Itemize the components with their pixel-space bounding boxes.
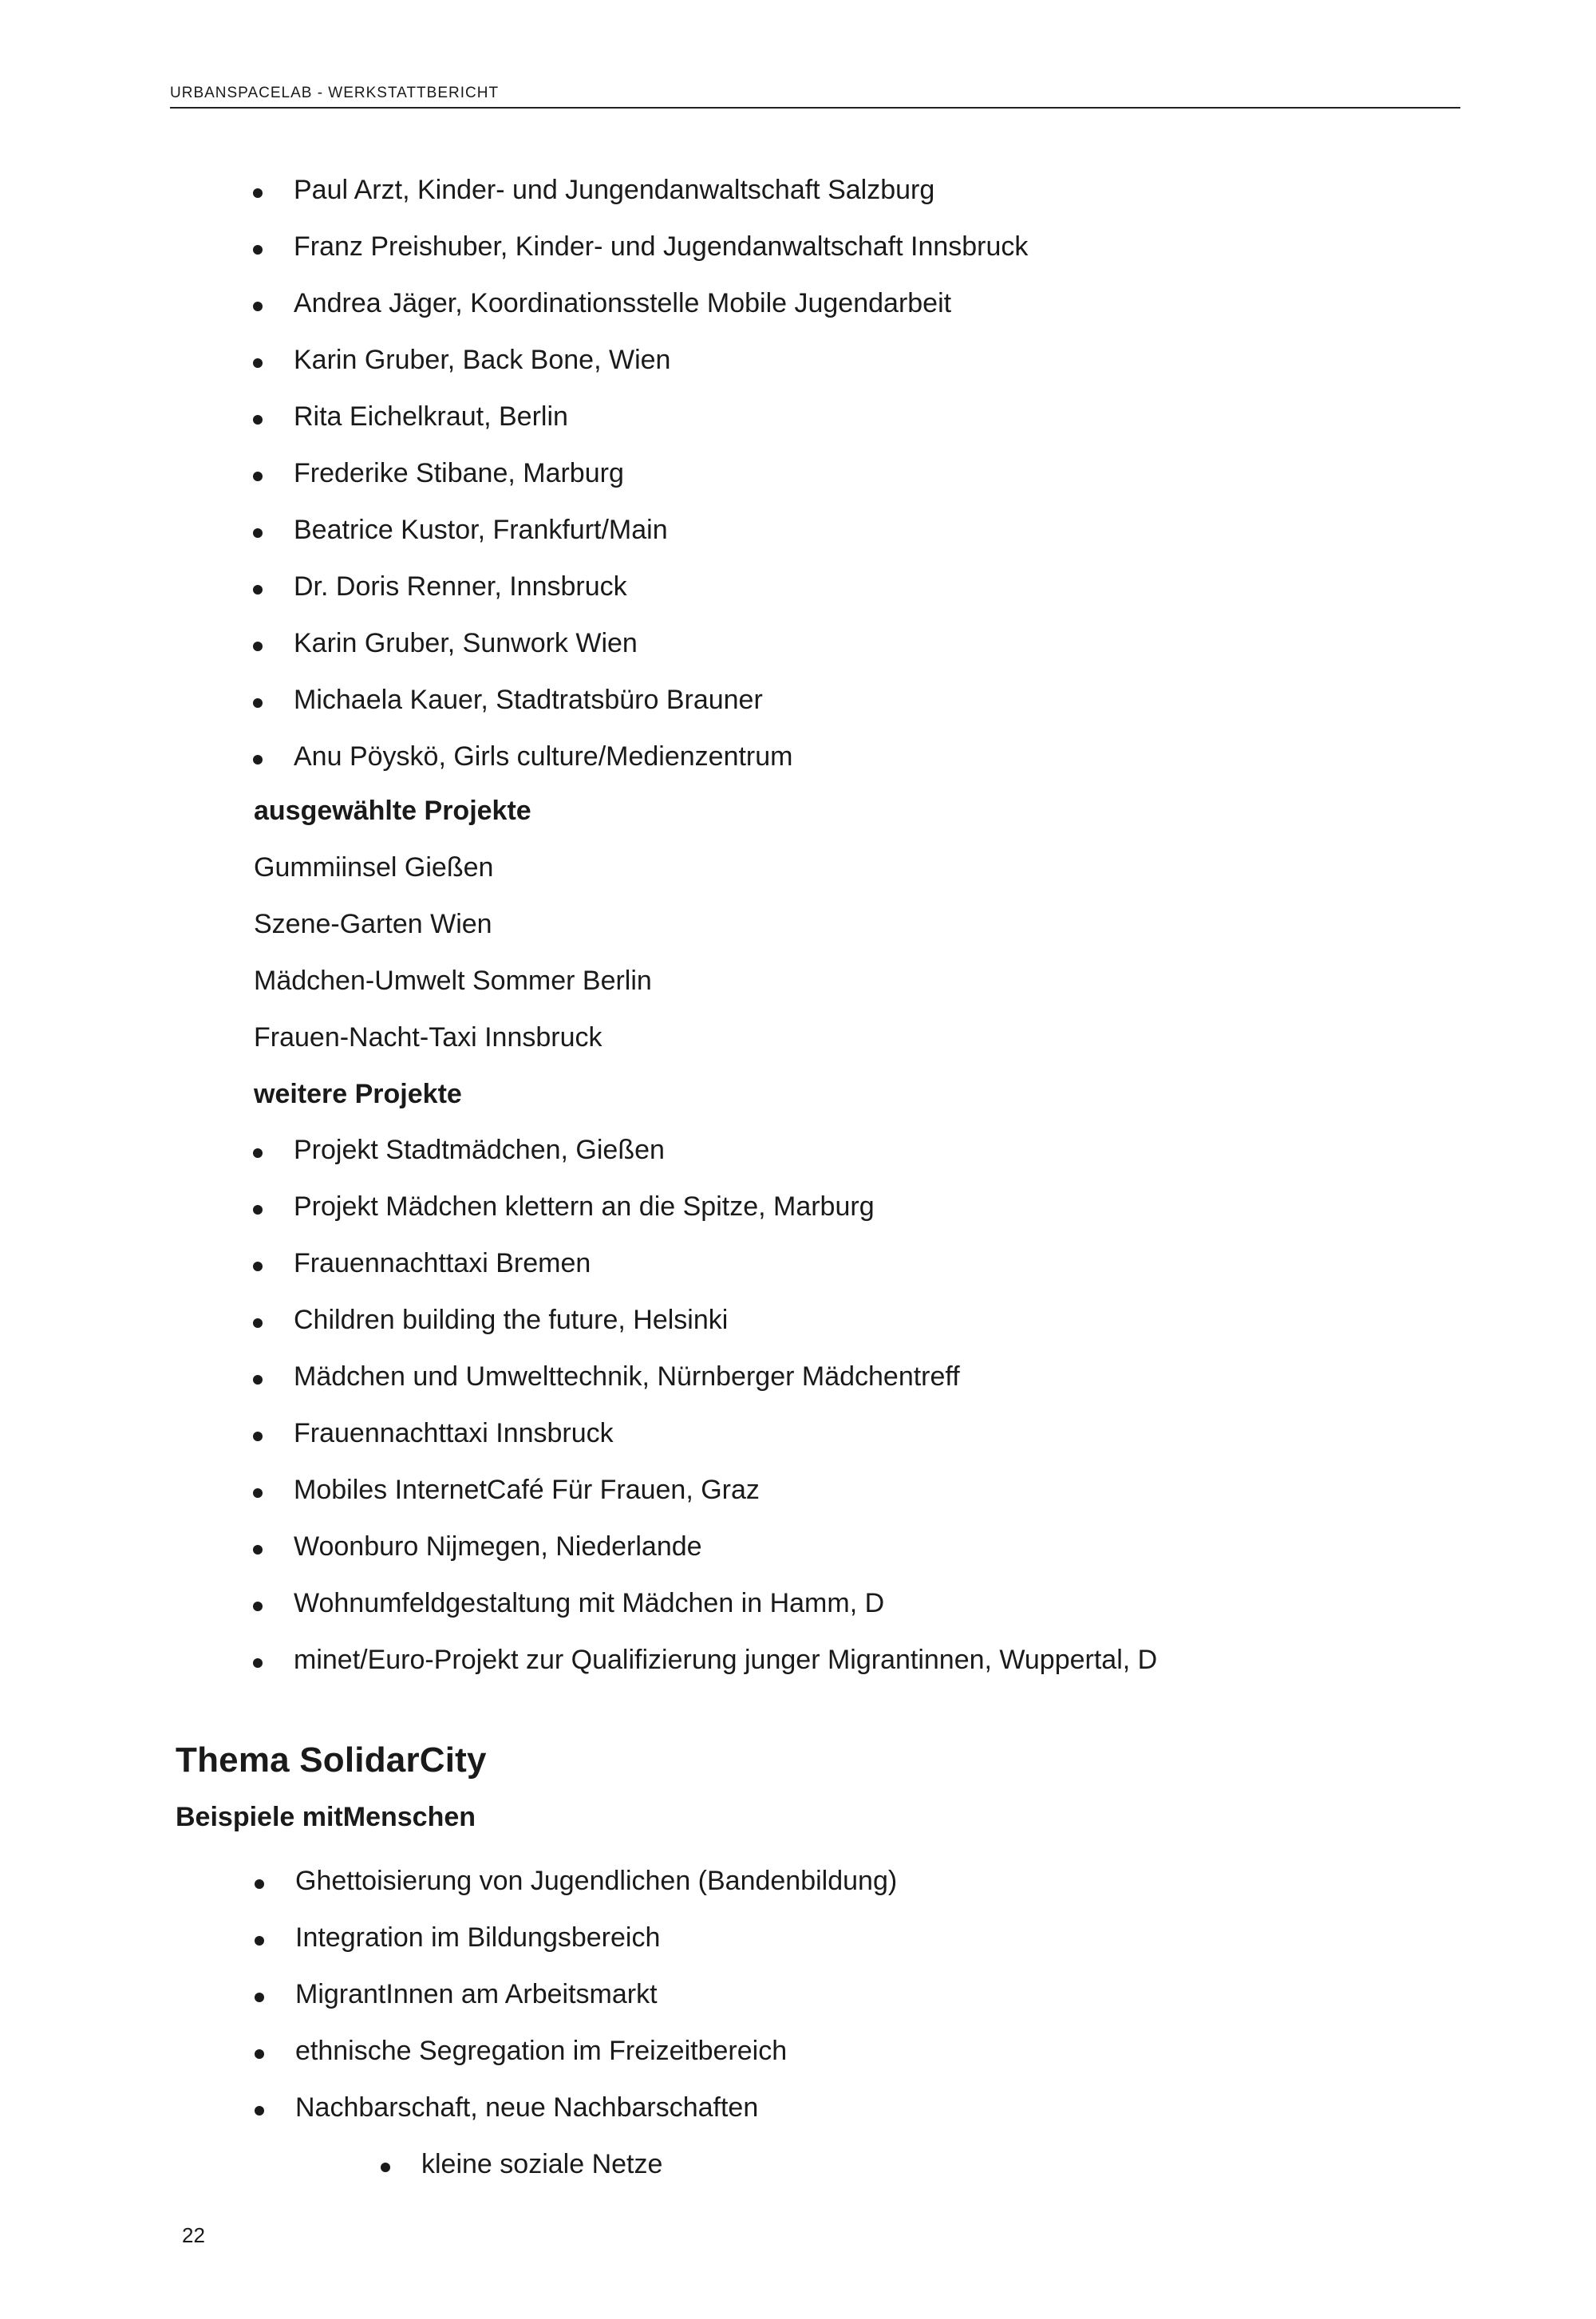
list-item: Andrea Jäger, Koordinationsstelle Mobile Jugendarbeit — [250, 275, 1028, 332]
list-item: minet/Euro-Projekt zur Qualifizierung junger Migrantinnen, Wuppertal, D — [250, 1632, 1157, 1689]
list-item: Franz Preishuber, Kinder- und Jugendanwaltschaft Innsbruck — [250, 219, 1028, 275]
section-sublist — [377, 2136, 662, 2193]
selected-projects-heading: ausgewählte Projekte — [254, 796, 531, 826]
list-item: Karin Gruber, Back Bone, Wien — [250, 332, 1028, 389]
section-subtitle: Beispiele mitMenschen — [176, 1802, 476, 1832]
list-item: Children building the future, Helsinki — [250, 1292, 1157, 1349]
list-item: Integration im Bildungsbereich — [251, 1910, 897, 1966]
list-item: Frederike Stibane, Marburg — [250, 445, 1028, 502]
section-list — [251, 1853, 897, 2136]
header-title: URBANSPACELAB - WERKSTATTBERICHT — [170, 85, 500, 101]
list-item: Woonburo Nijmegen, Niederlande — [250, 1519, 1157, 1575]
further-projects-list — [250, 1122, 1157, 1689]
list-item: Szene-Garten Wien — [254, 909, 492, 939]
list-item: Dr. Doris Renner, Innsbruck — [250, 559, 1028, 615]
list-item: Frauennachttaxi Bremen — [250, 1235, 1157, 1292]
list-item: Wohnumfeldgestaltung mit Mädchen in Hamm, D — [250, 1575, 1157, 1632]
list-item: kleine soziale Netze — [377, 2136, 662, 2193]
list-item: MigrantInnen am Arbeitsmarkt — [251, 1966, 897, 2023]
list-item: Gummiinsel Gießen — [254, 852, 494, 883]
list-item: Nachbarschaft, neue Nachbarschaften — [251, 2080, 897, 2136]
list-item: Paul Arzt, Kinder- und Jungendanwaltschaft Salzburg — [250, 162, 1028, 219]
list-item: Projekt Stadtmädchen, Gießen — [250, 1122, 1157, 1179]
list-item: Rita Eichelkraut, Berlin — [250, 389, 1028, 445]
further-projects-heading: weitere Projekte — [254, 1079, 462, 1109]
list-item: Ghettoisierung von Jugendlichen (Bandenbildung) — [251, 1853, 897, 1910]
list-item: Anu Pöyskö, Girls culture/Medienzentrum — [250, 729, 1028, 785]
running-header — [170, 85, 1460, 109]
list-item: Beatrice Kustor, Frankfurt/Main — [250, 502, 1028, 559]
section-title: Thema SolidarCity — [176, 1740, 487, 1780]
list-item: Projekt Mädchen klettern an die Spitze, Marburg — [250, 1179, 1157, 1235]
list-item: Frauen-Nacht-Taxi Innsbruck — [254, 1022, 602, 1053]
list-item: Frauennachttaxi Innsbruck — [250, 1405, 1157, 1462]
list-item: Mädchen und Umwelttechnik, Nürnberger Mädchentreff — [250, 1349, 1157, 1405]
list-item: Michaela Kauer, Stadtratsbüro Brauner — [250, 672, 1028, 729]
selected-projects-list — [254, 840, 652, 1066]
people-list — [250, 162, 1028, 785]
list-item: Mobiles InternetCafé Für Frauen, Graz — [250, 1462, 1157, 1519]
list-item: Karin Gruber, Sunwork Wien — [250, 615, 1028, 672]
page-number: 22 — [182, 2223, 205, 2247]
list-item: Mädchen-Umwelt Sommer Berlin — [254, 966, 652, 996]
list-item: ethnische Segregation im Freizeitbereich — [251, 2023, 897, 2080]
